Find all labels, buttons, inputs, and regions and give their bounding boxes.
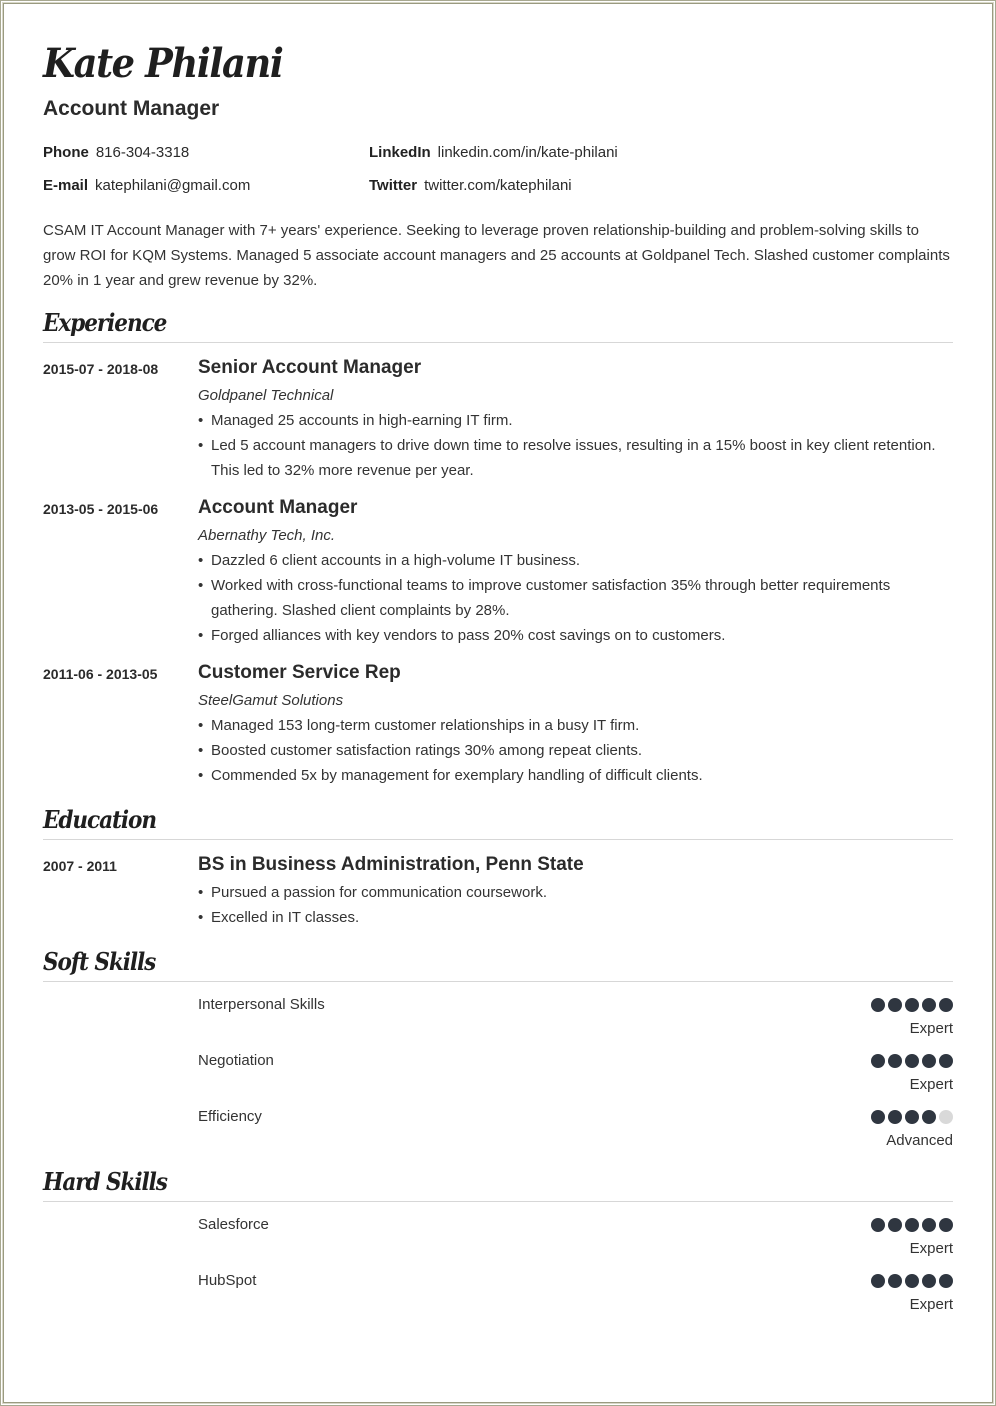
contact-twitter-label: Twitter <box>369 177 418 194</box>
section-education <box>43 805 953 840</box>
contact-phone <box>43 144 189 161</box>
list-item: • Pursued a passion for communication coursework. <box>198 880 953 905</box>
entry-company: SteelGamut Solutions <box>198 692 344 709</box>
entry-dates: 2015-07 - 2018-08 <box>43 361 159 377</box>
rating-dot-filled <box>888 998 902 1012</box>
entry-title: Senior Account Manager <box>198 357 422 378</box>
rating-dot-filled <box>888 1218 902 1232</box>
skill-name: Negotiation <box>198 1052 274 1069</box>
skill-rating <box>871 998 953 1012</box>
section-education-title: Education <box>43 805 157 834</box>
entry-bullets <box>198 713 953 788</box>
list-item: • Worked with cross-functional teams to improve customer satisfaction 35% through better requirements gathering. Slashed client complaints by 28%. <box>198 573 953 623</box>
rating-dot-filled <box>939 1274 953 1288</box>
entry-title: BS in Business Administration, Penn State <box>198 854 584 875</box>
job-title: Account Manager <box>43 97 220 120</box>
contact-linkedin-value[interactable]: linkedin.com/in/kate-philani <box>437 144 618 161</box>
section-soft-skills <box>43 947 953 982</box>
skill-name: Interpersonal Skills <box>198 996 325 1013</box>
rating-dot-empty <box>939 1110 953 1124</box>
skill-level: Expert <box>909 1020 953 1037</box>
contact-linkedin <box>369 144 618 161</box>
section-hard-skills <box>43 1167 953 1202</box>
rating-dot-filled <box>888 1274 902 1288</box>
entry-company: Abernathy Tech, Inc. <box>198 527 336 544</box>
skill-row <box>43 1215 953 1265</box>
skill-row <box>43 995 953 1045</box>
entry-dates: 2011-06 - 2013-05 <box>43 666 158 682</box>
rating-dot-filled <box>922 1054 936 1068</box>
rating-dot-filled <box>888 1054 902 1068</box>
summary: CSAM IT Account Manager with 7+ years' experience. Seeking to leverage proven relationship-building and problem-solving skills to grow ROI for KQM Systems. Managed 5 associate account managers and 25 accounts at Goldpanel Tech. Slashed customer complaints 20% in 1 year and grew revenue by 32%. <box>43 222 950 289</box>
entry-company: Goldpanel Technical <box>198 387 334 404</box>
contact-phone-label: Phone <box>43 144 89 161</box>
contact-email-value[interactable]: katephilani@gmail.com <box>95 177 251 194</box>
list-item: • Excelled in IT classes. <box>198 905 953 930</box>
entry-bullets <box>198 880 953 930</box>
list-item: • Managed 153 long-term customer relationships in a busy IT firm. <box>198 713 953 738</box>
contact-email-label: E-mail <box>43 177 89 194</box>
rating-dot-filled <box>871 1274 885 1288</box>
skill-level: Expert <box>909 1240 953 1257</box>
skill-row <box>43 1271 953 1321</box>
skill-rating <box>871 1218 953 1232</box>
entry-bullets <box>198 548 953 648</box>
contact-linkedin-label: LinkedIn <box>369 144 431 161</box>
skill-rating <box>871 1274 953 1288</box>
section-experience-title: Experience <box>43 308 167 337</box>
entry-bullets <box>198 408 953 483</box>
entry-body <box>198 495 953 648</box>
section-experience <box>43 308 953 343</box>
skill-rating <box>871 1110 953 1124</box>
skill-name: Efficiency <box>198 1108 262 1125</box>
entry-title: Customer Service Rep <box>198 662 401 683</box>
rating-dot-filled <box>871 1218 885 1232</box>
contact-twitter-value[interactable]: twitter.com/katephilani <box>424 177 572 194</box>
rating-dot-filled <box>939 1218 953 1232</box>
entry-body <box>198 660 953 788</box>
list-item: • Led 5 account managers to drive down time to resolve issues, resulting in a 15% boost in key client retention. This led to 32% more revenue per year. <box>198 433 953 483</box>
candidate-name: Kate Philani <box>43 40 283 87</box>
rating-dot-filled <box>939 998 953 1012</box>
rating-dot-filled <box>922 1110 936 1124</box>
section-soft-skills-title: Soft Skills <box>43 947 156 976</box>
entry-dates: 2013-05 - 2015-06 <box>43 501 159 517</box>
skill-row <box>43 1107 953 1157</box>
skill-name: Salesforce <box>198 1216 269 1233</box>
rating-dot-filled <box>922 1218 936 1232</box>
entry-dates: 2007 - 2011 <box>43 858 117 874</box>
rating-dot-filled <box>871 1054 885 1068</box>
list-item: • Dazzled 6 client accounts in a high-volume IT business. <box>198 548 953 573</box>
list-item: • Forged alliances with key vendors to pass 20% cost savings on to customers. <box>198 623 953 648</box>
section-hard-skills-title: Hard Skills <box>43 1167 167 1196</box>
list-item: • Boosted customer satisfaction ratings 30% among repeat clients. <box>198 738 953 763</box>
rating-dot-filled <box>905 1274 919 1288</box>
skill-level: Expert <box>909 1296 953 1313</box>
list-item: • Managed 25 accounts in high-earning IT firm. <box>198 408 953 433</box>
contact-email <box>43 177 250 194</box>
rating-dot-filled <box>905 1054 919 1068</box>
rating-dot-filled <box>888 1110 902 1124</box>
skill-row <box>43 1051 953 1101</box>
skill-level: Expert <box>909 1076 953 1093</box>
rating-dot-filled <box>905 1218 919 1232</box>
rating-dot-filled <box>871 1110 885 1124</box>
entry-body <box>198 852 953 930</box>
skill-name: HubSpot <box>198 1272 257 1289</box>
rating-dot-filled <box>922 1274 936 1288</box>
contact-phone-value: 816-304-3318 <box>95 144 190 161</box>
entry-body <box>198 355 953 483</box>
skill-rating <box>871 1054 953 1068</box>
rating-dot-filled <box>871 998 885 1012</box>
rating-dot-filled <box>922 998 936 1012</box>
rating-dot-filled <box>905 1110 919 1124</box>
list-item: • Commended 5x by management for exemplary handling of difficult clients. <box>198 763 953 788</box>
skill-level: Advanced <box>886 1132 953 1149</box>
rating-dot-filled <box>905 998 919 1012</box>
entry-title: Account Manager <box>198 497 358 518</box>
rating-dot-filled <box>939 1054 953 1068</box>
contact-twitter <box>369 177 572 194</box>
